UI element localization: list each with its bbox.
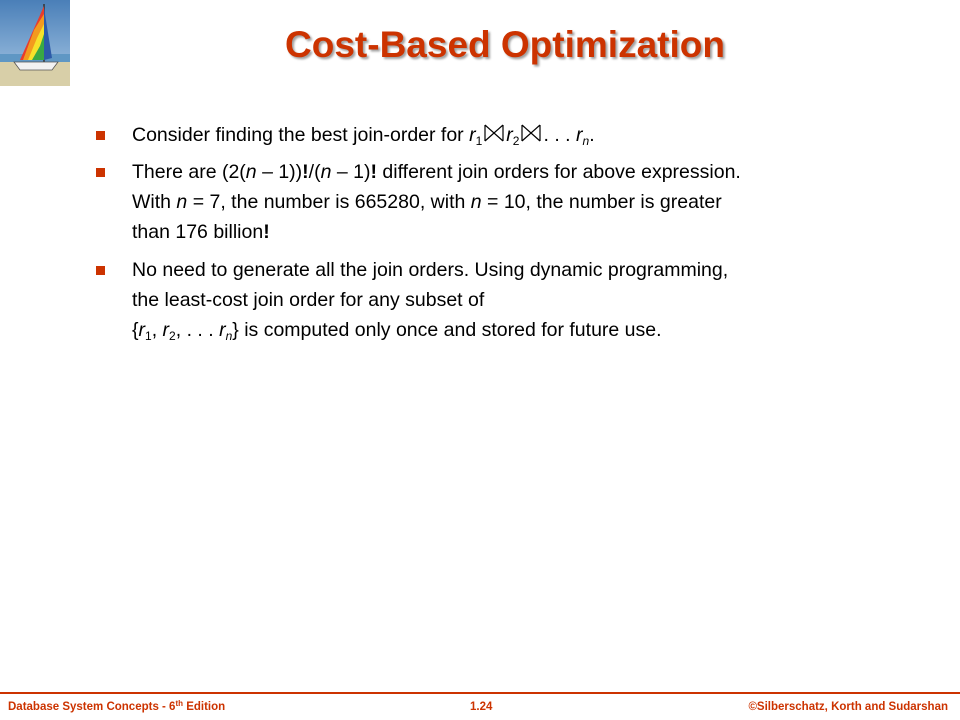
footer-book-title: Database System Concepts - 6th Edition: [8, 699, 226, 713]
slide-title: Cost-Based Optimization: [285, 24, 725, 65]
footer-divider: [0, 692, 960, 694]
square-bullet-icon: [96, 131, 105, 140]
footer-copyright: ©Silberschatz, Korth and Sudarshan: [748, 701, 948, 713]
bullet-text: There are (2(n – 1))!/(n – 1)! different join orders for above expression. With n = 7, the number is 665280, with n = 10, the number is greater than 176 billion!: [132, 161, 741, 243]
bullet-item: [96, 157, 876, 247]
footer-page-number: 1.24: [470, 701, 493, 713]
square-bullet-icon: [96, 266, 105, 275]
bullet-text: Consider finding the best join-order for $r_1$ $r_2$ . . . $r_n$.: [132, 124, 595, 148]
bullet-text: No need to generate all the join orders. Using dynamic programming, the least-cost join order for any subset of {$r_1$, $r_2$, . . . $r_n$} is computed only once and stored for future use.: [132, 259, 729, 343]
square-bullet-icon: [96, 168, 105, 177]
bullet-item: [96, 120, 876, 150]
natural-join-icon: [483, 123, 505, 143]
natural-join-icon: [520, 123, 542, 143]
bullet-item: [96, 255, 876, 345]
